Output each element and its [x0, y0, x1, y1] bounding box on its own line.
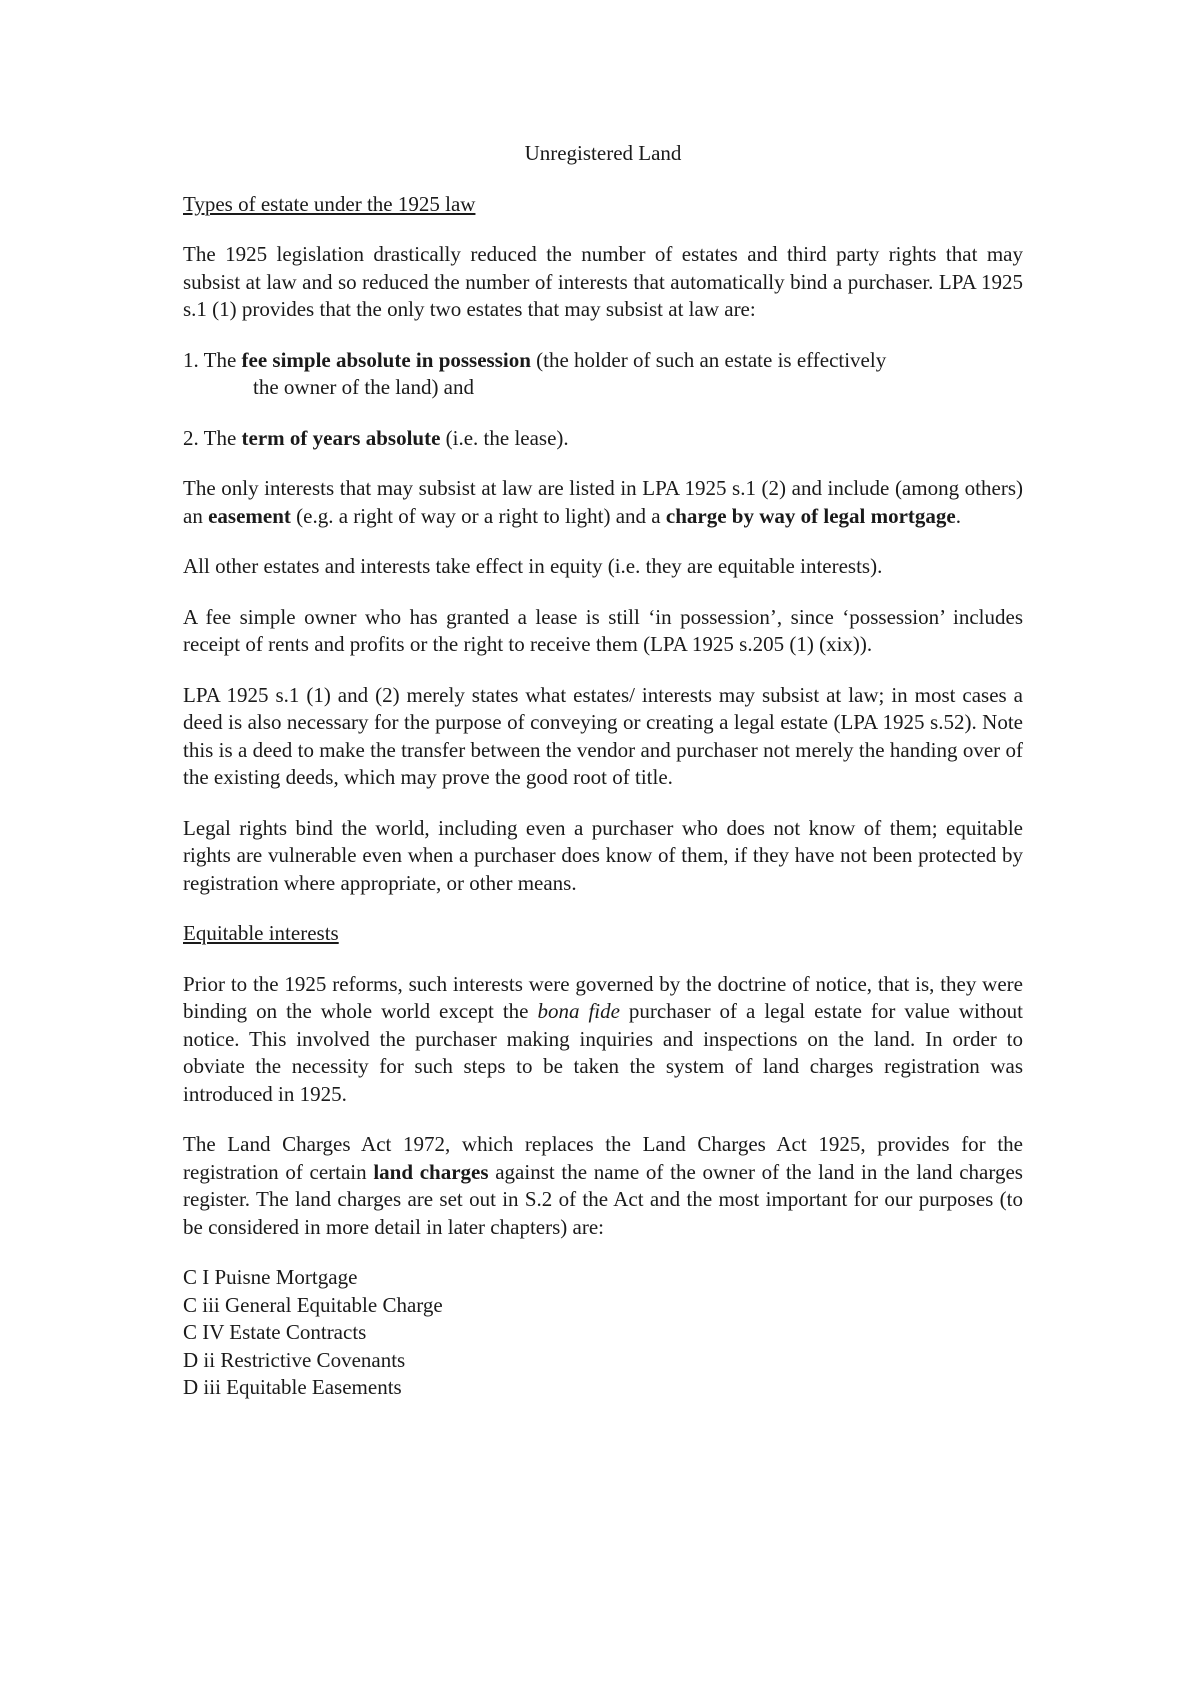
fee-simple-term: fee simple absolute in possession: [241, 347, 531, 372]
section-heading-equitable-interests: Equitable interests: [183, 921, 339, 945]
land-charges-term: land charges: [373, 1159, 489, 1184]
legal-mortgage-term: charge by way of legal mortgage: [665, 503, 956, 528]
term-of-years-term: term of years absolute: [241, 425, 441, 450]
possession-paragraph: A fee simple owner who has granted a lease is still ‘in possession’, since ‘possession’ includes receipt of rents and profits or the right to receive them (LPA 1925 s.205 (1) (xix)).: [183, 604, 1023, 656]
list-item: D ii Restrictive Covenants: [183, 1347, 406, 1372]
text-run: against the name of the owner of the land in the land charges register. The land charges are set out in S.2 of the Act and the most important for our purposes (to be considered in more detail in later chapters) are:: [183, 1159, 1023, 1239]
doctrine-of-notice-paragraph: [183, 971, 1023, 1109]
text-run: .: [955, 503, 961, 528]
list-item-prefix: 2. The: [183, 425, 242, 450]
legal-interests-paragraph: [183, 475, 1023, 530]
list-item: C iii General Equitable Charge: [183, 1292, 443, 1317]
land-charges-list: [183, 1264, 1023, 1402]
deed-paragraph: LPA 1925 s.1 (1) and (2) merely states what estates/ interests may subsist at law; in most cases a deed is also necessary for the purpose of conveying or creating a legal estate (LPA 1925 s.52). Note this is a deed to make the transfer between the vendor and purchaser not merely the handing over of the existing deeds, which may prove the good root of title.: [183, 682, 1023, 789]
estate-list-item-1: [183, 347, 1023, 402]
estate-list-item-2: [183, 425, 1023, 453]
list-item: C IV Estate Contracts: [183, 1320, 367, 1344]
document-page: [183, 140, 1023, 1402]
text-run: (e.g. a right of way or a right to light) and a: [290, 503, 666, 528]
bona-fide-term: bona fide: [537, 999, 620, 1023]
legal-rights-paragraph: Legal rights bind the world, including even a purchaser who does not know of them; equitable rights are vulnerable even when a purchaser does know of them, if they have not been protected by registration where appropriate, or other means.: [183, 815, 1023, 895]
text-run: purchaser of a legal estate for value without notice. This involved the purchaser making inquiries and inspections on the land. In order to obviate the necessity for such steps to be taken the system of land charges registration was introduced in 1925.: [183, 999, 1023, 1106]
land-charges-act-paragraph: [183, 1131, 1023, 1241]
list-item: C I Puisne Mortgage: [183, 1265, 358, 1289]
text-run: The only interests that may subsist at law are listed in LPA 1925 s.1 (2) and include (among others) an: [183, 476, 1023, 528]
intro-paragraph: The 1925 legislation drastically reduced the number of estates and third party rights that may subsist at law and so reduced the number of interests that automatically bind a purchaser. LPA 1925 s.1 (1) provides that the only two estates that may subsist at law are:: [183, 242, 1023, 321]
text-run: Prior to the 1925 reforms, such interests were governed by the doctrine of notice, that is, they were binding on the whole world except the: [183, 971, 1023, 1023]
text-run: The Land Charges Act 1972, which replaces the Land Charges Act 1925, provides for the registration of certain: [183, 1132, 1023, 1184]
list-item-text: (the holder of such an estate is effectively: [530, 347, 887, 372]
list-item-continuation: the owner of the land) and: [253, 375, 475, 399]
list-item-text: (i.e. the lease).: [440, 425, 569, 450]
list-item: D iii Equitable Easements: [183, 1375, 402, 1399]
equity-paragraph: All other estates and interests take effect in equity (i.e. they are equitable interests).: [183, 554, 883, 578]
document-title: Unregistered Land: [524, 141, 682, 165]
easement-term: easement: [208, 503, 291, 528]
section-heading-types-of-estate: Types of estate under the 1925 law: [183, 191, 476, 216]
list-item-prefix: 1. The: [183, 347, 242, 372]
